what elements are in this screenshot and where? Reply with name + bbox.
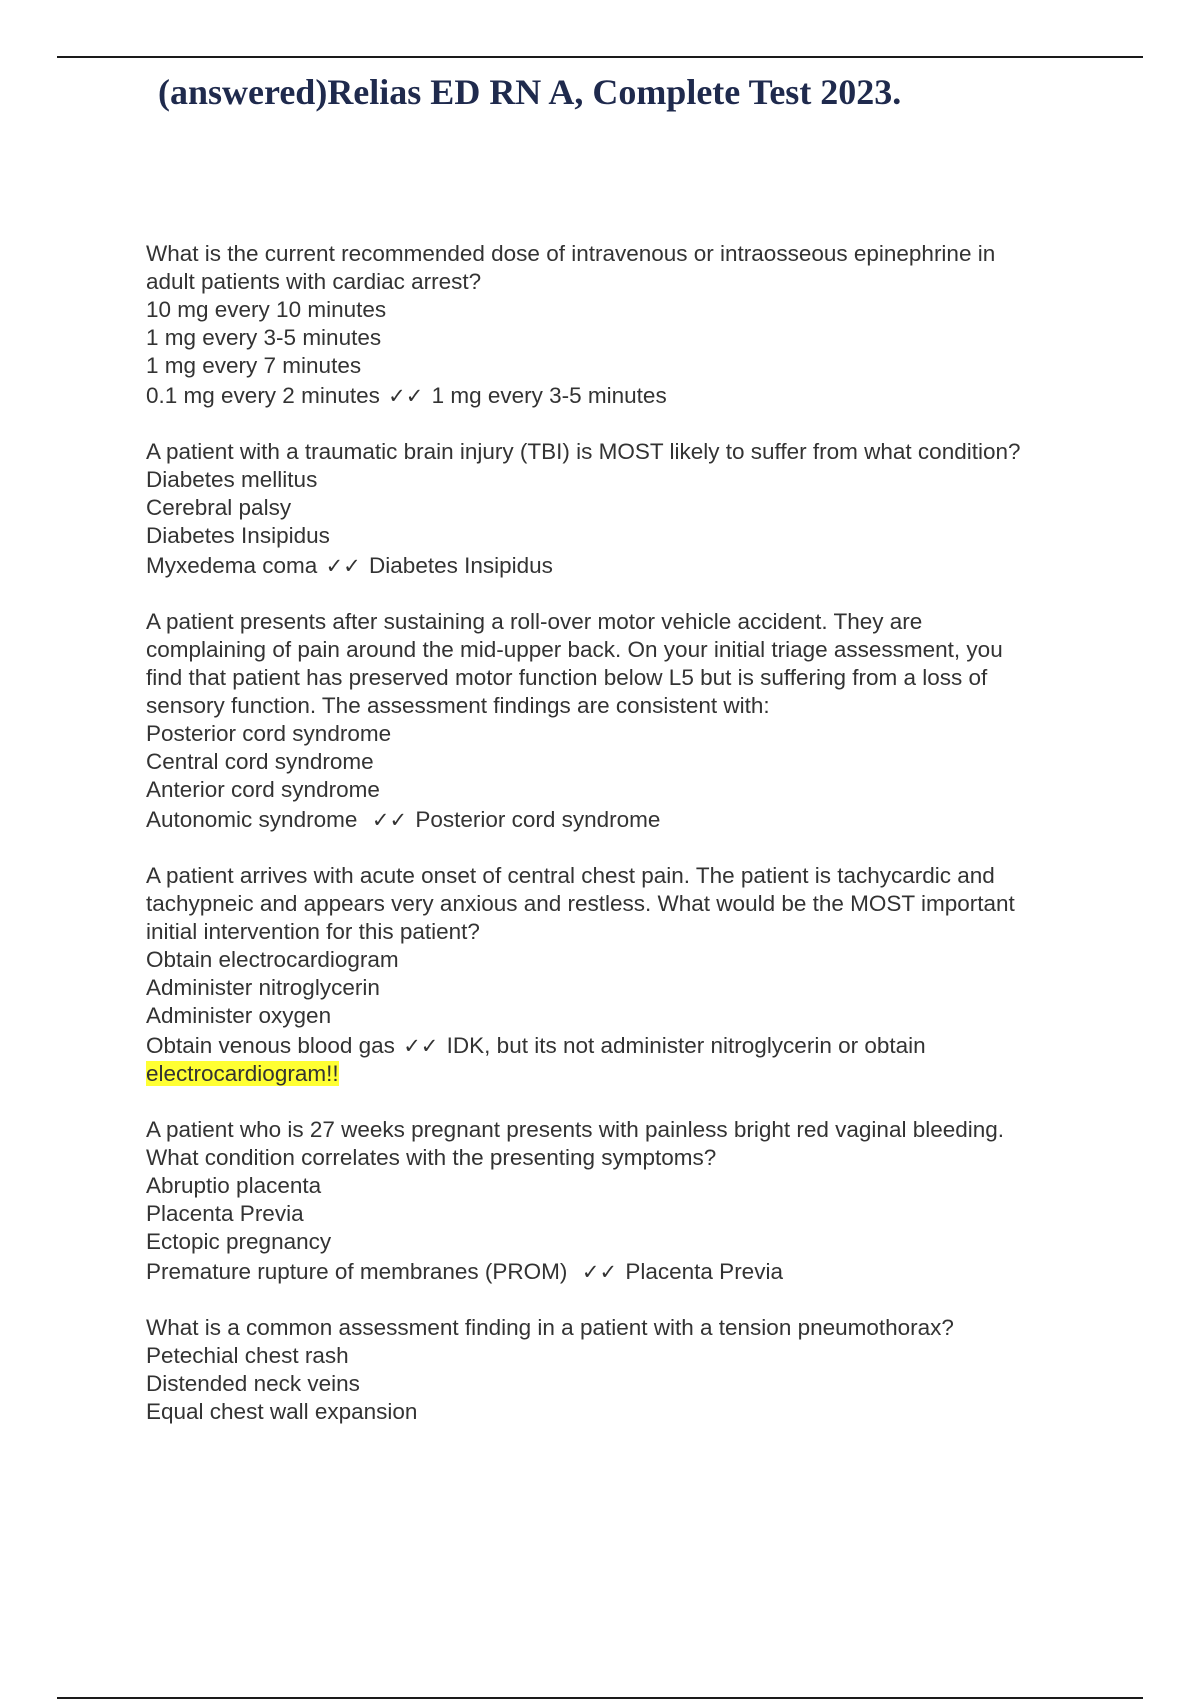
question-6 [146,1314,1146,1426]
question-5 [146,1116,1146,1286]
checkmark-icon: ✓✓ [581,1260,618,1284]
stem-line: adult patients with cardiac arrest? [146,269,482,294]
question-stem [146,608,1146,720]
option: Autonomic syndrome [146,807,358,832]
option: 1 mg every 7 minutes [146,353,362,378]
checkmark-icon: ✓✓ [388,384,424,408]
stem-line: A patient who is 27 weeks pregnant presents with painless bright red vaginal bleeding. [146,1117,1005,1142]
option: Ectopic pregnancy [146,1229,332,1254]
last-option-with-answer [146,552,1146,580]
stem-line: A patient presents after sustaining a roll-over motor vehicle accident. They are [146,609,923,634]
document-body [146,240,1146,1454]
answer-continuation [146,1060,1146,1088]
stem-line: A patient arrives with acute onset of central chest pain. The patient is tachycardic and [146,863,995,888]
last-option-with-answer [146,1032,1146,1060]
stem-line: What condition correlates with the presenting symptoms? [146,1145,717,1170]
stem-line: find that patient has preserved motor function below L5 but is suffering from a loss of [146,665,988,690]
stem-line: A patient with a traumatic brain injury (TBI) is MOST likely to suffer from what condition? [146,439,1021,464]
question-stem [146,862,1146,946]
answer: Placenta Previa [625,1259,783,1284]
option: 0.1 mg every 2 minutes [146,383,380,408]
option: Abruptio placenta [146,1173,322,1198]
checkmark-icon: ✓✓ [371,808,408,832]
checkmark-icon: ✓✓ [403,1034,439,1058]
option: Anterior cord syndrome [146,777,380,802]
option: Administer oxygen [146,1003,332,1028]
stem-line: What is the current recommended dose of intravenous or intraosseous epinephrine in [146,241,996,266]
checkmark-icon: ✓✓ [325,554,361,578]
last-option-with-answer [146,806,1146,834]
question-2 [146,438,1146,580]
option: Equal chest wall expansion [146,1399,418,1424]
question-stem [146,438,1146,466]
last-option-with-answer [146,1258,1146,1286]
last-option-with-answer [146,382,1146,410]
answer: IDK, but its not administer nitroglycerin or obtain [446,1033,926,1058]
option: Premature rupture of membranes (PROM) [146,1259,568,1284]
option: Central cord syndrome [146,749,374,774]
question-3 [146,608,1146,834]
option: Cerebral palsy [146,495,292,520]
answer: Posterior cord syndrome [415,807,661,832]
highlighted-answer: electrocardiogram!! [146,1061,339,1086]
option: Administer nitroglycerin [146,975,380,1000]
option: Diabetes Insipidus [146,523,330,548]
option: Posterior cord syndrome [146,721,392,746]
stem-line: tachypneic and appears very anxious and restless. What would be the MOST important [146,891,1015,916]
answer: 1 mg every 3-5 minutes [431,383,667,408]
option: Diabetes mellitus [146,467,318,492]
option: Distended neck veins [146,1371,360,1396]
option: 10 mg every 10 minutes [146,297,387,322]
option: Placenta Previa [146,1201,304,1226]
question-stem [146,1314,1146,1342]
stem-line: initial intervention for this patient? [146,919,480,944]
document-title: (answered)Relias ED RN A, Complete Test 2023. [158,72,902,112]
question-1 [146,240,1146,410]
bottom-rule [57,1697,1143,1699]
option: Myxedema coma [146,553,318,578]
question-stem [146,1116,1146,1172]
top-rule [57,56,1143,58]
option: Petechial chest rash [146,1343,349,1368]
option: 1 mg every 3-5 minutes [146,325,382,350]
question-stem [146,240,1146,296]
stem-line: complaining of pain around the mid-upper back. On your initial triage assessment, you [146,637,1003,662]
question-4 [146,862,1146,1088]
answer: Diabetes Insipidus [369,553,553,578]
option: Obtain electrocardiogram [146,947,399,972]
stem-line: sensory function. The assessment findings are consistent with: [146,693,770,718]
stem-line: What is a common assessment finding in a patient with a tension pneumothorax? [146,1315,954,1340]
option: Obtain venous blood gas [146,1033,395,1058]
